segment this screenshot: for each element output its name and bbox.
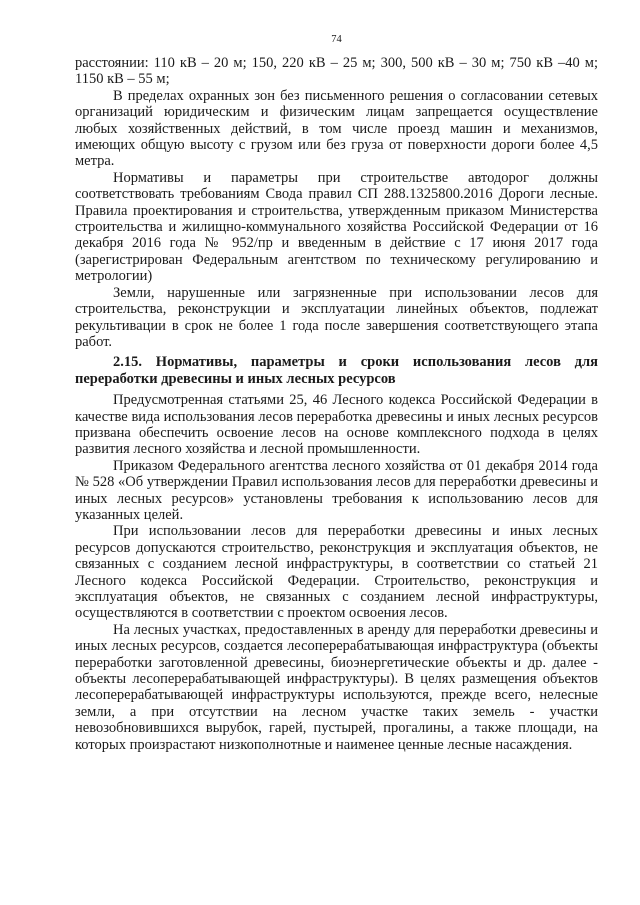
section-heading: 2.15. Нормативы, параметры и сроки использования лесов для переработки древесины и иных лесных ресурсов [75,354,598,387]
paragraph-road-standards: Нормативы и параметры при строительстве автодорог должны соответствовать требованиям Свода правил СП 288.1325800.2016 Дороги лесные. Правила проектирования и строительства, утвержденным приказом Министерства строительства и жилищно-коммунального хозяйства Российской Федерации от 16 декабря 2016 года № 952/пр и введенным в действие с 17 июня 2017 года (зарегистрирован Федеральным агентством по техническому регулированию и метрологии) [75,169,598,285]
paragraph-construction-rules: При использовании лесов для переработки древесины и иных лесных ресурсов допускаются строительство, реконструкция и эксплуатация объектов, не связанных с созданием лесной инфраструктуры, в соответствии со статьей 21 Лесного кодекса Российской Федерации. Строительство, реконструкция и эксплуатация объектов, не связанных с созданием лесной инфраструктуры, осуществляются в соответствии с проектом освоения лесов. [75,523,598,622]
paragraph-security-zones: В пределах охранных зон без письменного решения о согласовании сетевых организаций юридическим и физическим лицам запрещается осуществление любых хозяйственных действий, в том числе проезд машин и механизмов, имеющих общую высоту с грузом или без груза от поверхности дороги более 4,5 метра. [75,87,598,170]
paragraph-infrastructure: На лесных участках, предоставленных в аренду для переработки древесины и иных лесных ресурсов, создается лесоперерабатывающая инфраструктура (объекты переработки заготовленной древесины, биоэнергетические объекты и др. далее - объекты лесоперерабатывающей инфраструктуры). В целях размещения объектов лесоперерабатывающей инфраструктуры используются, прежде всего, нелесные земли, а при отсутствии на лесном участке таких земель - участки невозобновившихся вырубок, гарей, пустырей, прогалины, а также площади, на которых произрастают низкополнотные и наименее ценные лесные насаждения. [75,621,598,753]
paragraph-order-528: Приказом Федерального агентства лесного хозяйства от 01 декабря 2014 года № 528 «Об утверждении Правил использования лесов для переработки древесины и иных лесных ресурсов» установлены требования к использованию лесов для указанных целей. [75,457,598,523]
page-number: 74 [331,34,342,45]
paragraph-land-recultivation: Земли, нарушенные или загрязненные при использовании лесов для строительства, реконструкции и эксплуатации линейных объектов, подлежат рекультивации в срок не более 1 года после завершения соответствующего этапа работ. [75,284,598,350]
paragraph-continuation: расстоянии: 110 кВ – 20 м; 150, 220 кВ – 25 м; 300, 500 кВ – 30 м; 750 кВ –40 м; 1150 кВ – 55 м; [75,55,598,88]
paragraph-forest-code: Предусмотренная статьями 25, 46 Лесного кодекса Российской Федерации в качестве вида использования лесов переработка древесины и иных лесных ресурсов призвана обеспечить освоение лесов на основе комплексного подхода в целях развития лесного хозяйства и лесной промышленности. [75,392,598,458]
